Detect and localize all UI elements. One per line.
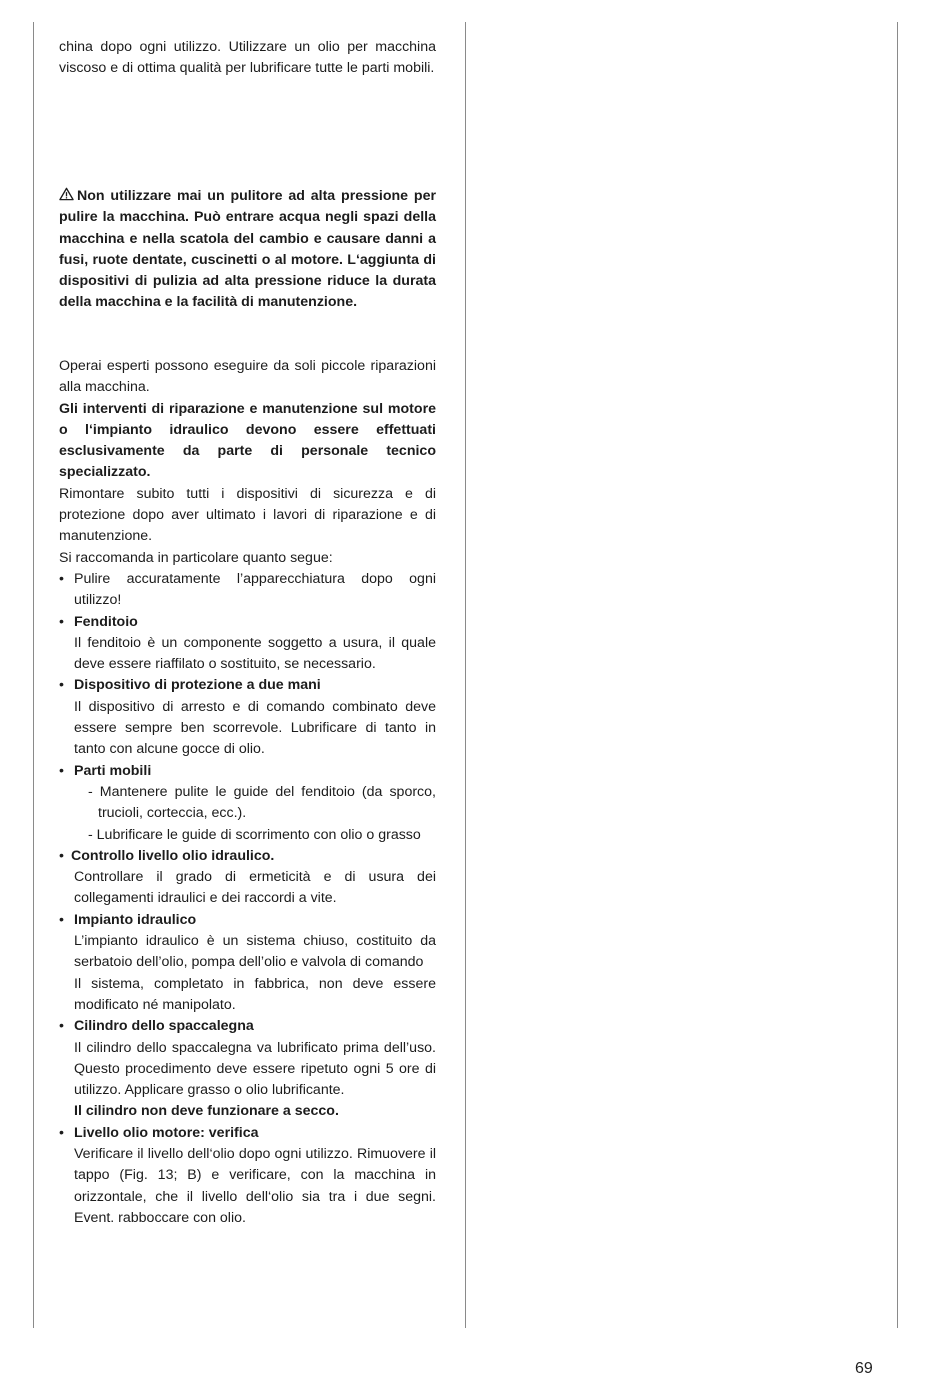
clean-text: Pulire accuratamente l’apparecchiatura dopo ogni utilizzo! (74, 570, 436, 609)
right-margin-rule (897, 22, 898, 1328)
list-item-clean (59, 569, 436, 612)
bullet: • (59, 613, 64, 630)
list-item-fenditoio (59, 612, 436, 676)
warning-paragraph (59, 186, 436, 314)
fenditoio-title: Fenditoio (74, 613, 138, 630)
controllo-text: Controllare il grado di ermeticità e di usura dei collegamenti idraulici e dei raccordi a vite. (74, 869, 436, 907)
dispositivo-text: Il dispositivo di arresto e di comando combinato deve essere sempre ben scorrevole. Lubrificare di tanto in tanto con alcune gocce di olio. (74, 698, 436, 758)
fenditoio-text: Il fenditoio è un componente soggetto a usura, il quale deve essere riaffilato o sostituito, se necessario. (74, 634, 436, 673)
bullet: • (59, 847, 64, 864)
intro-text: china dopo ogni utilizzo. Utilizzare un olio per macchina viscoso e di ottima qualità per lubrificare tutte le parti mobili. (59, 39, 436, 77)
bullet: • (59, 1124, 64, 1141)
center-column-rule (465, 22, 466, 1328)
bullet: • (59, 911, 64, 928)
bullet: • (59, 1018, 64, 1035)
impianto-text-2: Il sistema, completato in fabbrica, non deve essere modificato né manipolato. (74, 975, 436, 1013)
repair-paragraph-bold: Gli interventi di riparazione e manutenzione sul motore o l‘impianto idraulico devono essere effettuati esclusivamente da parte di personale tecnico specializzato. (59, 400, 436, 481)
livello-text: Verificare il livello dell‘olio dopo ogni utilizzo. Rimuovere il tappo (Fig. 13; B) e verificare, con la macchina in orizzontale, che il livello dell‘olio sia tra i due segni. Event. rabboccare con olio. (74, 1145, 436, 1226)
repair-paragraph-3: Rimontare subito tutti i dispositivi di sicurezza e di protezione dopo aver ultimato i lavori di riparazione e di manutenzione. (59, 485, 436, 545)
repair-paragraph-4: Si raccomanda in particolare quanto segue: (59, 549, 333, 566)
dispositivo-title: Dispositivo di protezione a due mani (74, 677, 321, 694)
repair-paragraph-1: Operai esperti possono eseguire da soli piccole riparazioni alla macchina. (59, 358, 436, 396)
impianto-title: Impianto idraulico (74, 911, 197, 928)
warning-block (59, 186, 436, 314)
list-item-dispositivo (59, 675, 436, 760)
bullet: • (59, 762, 64, 779)
list-item-cilindro (59, 1016, 436, 1122)
intro-paragraph (59, 37, 436, 80)
list-item-controllo (59, 846, 436, 910)
list-item-impianto (59, 910, 436, 1016)
cilindro-title: Cilindro dello spaccalegna (74, 1018, 254, 1035)
parti-sub-item-2: - Lubrificare le guide di scorrimento con olio o grasso (88, 826, 421, 843)
list-item-parti-mobili (59, 761, 436, 846)
parti-title: Parti mobili (74, 762, 152, 779)
maintenance-section (59, 356, 436, 1229)
warning-triangle-icon (59, 187, 74, 201)
cilindro-text: Il cilindro dello spaccalegna va lubrificato prima dell’uso. Questo procedimento deve essere ripetuto ogni 5 ore di utilizzo. Applicare grasso o olio lubrificante. (74, 1039, 436, 1099)
impianto-text-1: L’impianto idraulico è un sistema chiuso, costituito da serbatoio dell’olio, pompa dell’olio e valvola di comando (74, 933, 436, 971)
page-number: 69 (855, 1360, 873, 1377)
left-margin-rule (33, 22, 34, 1328)
bullet: • (59, 570, 64, 587)
livello-title: Livello olio motore: verifica (74, 1124, 259, 1141)
list-item-livello-olio (59, 1123, 436, 1229)
bullet: • (59, 677, 64, 694)
parti-sub-item-1: - Mantenere pulite le guide del fenditoio (da sporco, trucioli, corteccia, ecc.). (88, 783, 436, 822)
warning-text: Non utilizzare mai un pulitore ad alta pressione per pulire la macchina. Può entrare acqua negli spazi della macchina e nella scatola del cambio e causare danni a fusi, ruote dentate, cuscinetti o al motore. L‘aggiunta di dispositivi di pulizia ad alta pressione riduce la durata della macchina e la facilità di manutenzione. (59, 188, 436, 311)
cilindro-bold-note: Il cilindro non deve funzionare a secco. (74, 1103, 339, 1120)
controllo-title: Controllo livello olio idraulico. (71, 847, 275, 864)
